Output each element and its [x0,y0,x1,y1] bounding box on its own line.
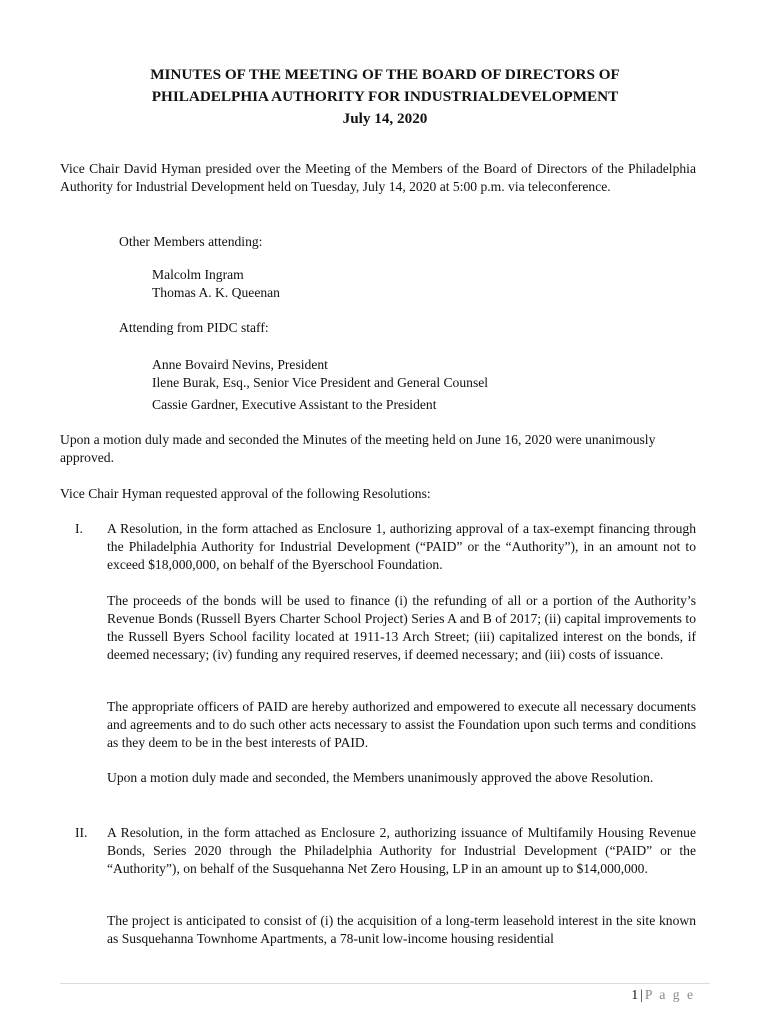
resolution-numeral: I. [75,521,83,536]
title-line-1: MINUTES OF THE MEETING OF THE BOARD OF DIRECTORS OF [150,66,620,83]
page-label: P a g e [644,987,695,1002]
staff-heading: Attending from PIDC staff: [119,320,269,335]
intro-paragraph: Vice Chair David Hyman presided over the Meeting of the Members of the Board of Directors of the Philadelphia Authority for Industrial Development held on Tuesday, July 14, 2020 at 5:00 p.m. via teleconference. [60,161,696,194]
page-footer [631,986,695,1004]
minutes-approval-paragraph: Upon a motion duly made and seconded the Minutes of the meeting held on June 16, 2020 were unanimously approved. [60,432,656,465]
staff-name: Anne Bovaird Nevins, President [152,357,328,372]
footer-separator: | [640,987,643,1002]
resolution-paragraph: The project is anticipated to consist of (i) the acquisition of a long-term leasehold interest in the site known as Susquehanna Townhome Apartments, a 78-unit low-income housing residential [107,913,696,946]
members-heading: Other Members attending: [119,234,263,249]
resolution-paragraph: The proceeds of the bonds will be used to finance (i) the refunding of all or a portion of the Authority’s Revenue Bonds (Russell Byers Charter School Project) Series A and B of 2017; (ii) capital improvements to the Russell Byers School facility located at 1911-13 Arch Street; (iii) capitalized interest on the bonds, if deemed necessary; (iv) funding any required reserves, if deemed necessary; and (iii) costs of issuance. [107,593,696,662]
resolution-paragraph: The appropriate officers of PAID are hereby authorized and empowered to execute all necessary documents and agreements and to do such other acts necessary to assist the Foundation upon such terms and conditions as they deem to be in the best interests of PAID. [107,699,696,750]
staff-name: Ilene Burak, Esq., Senior Vice President and General Counsel [152,375,489,390]
member-name: Malcolm Ingram [152,267,244,282]
resolution-numeral: II. [75,825,88,840]
resolution-paragraph: A Resolution, in the form attached as Enclosure 2, authorizing issuance of Multifamily Housing Revenue Bonds, Series 2020 through the Philadelphia Authority for Industrial Development (“PAID” or the “Authority”), on behalf of the Susquehanna Net Zero Housing, LP in an amount up to $14,000,000. [107,825,696,876]
document-title [60,64,710,130]
meeting-date: July 14, 2020 [342,110,428,127]
resolution-paragraph: Upon a motion duly made and seconded, the Members unanimously approved the above Resolution. [107,770,654,785]
resolution-paragraph: A Resolution, in the form attached as Enclosure 1, authorizing approval of a tax-exempt financing through the Philadelphia Authority for Industrial Development (“PAID” or the “Authority”), in an amount not to exceed $18,000,000, on behalf of the Byerschool Foundation. [107,521,696,572]
member-name: Thomas A. K. Queenan [152,285,280,300]
title-line-2: PHILADELPHIA AUTHORITY FOR INDUSTRIALDEVELOPMENT [151,88,619,105]
page-number: 1 [631,987,639,1002]
staff-name: Cassie Gardner, Executive Assistant to the President [152,397,437,412]
resolutions-intro: Vice Chair Hyman requested approval of the following Resolutions: [60,486,431,501]
footer-divider [60,983,710,984]
